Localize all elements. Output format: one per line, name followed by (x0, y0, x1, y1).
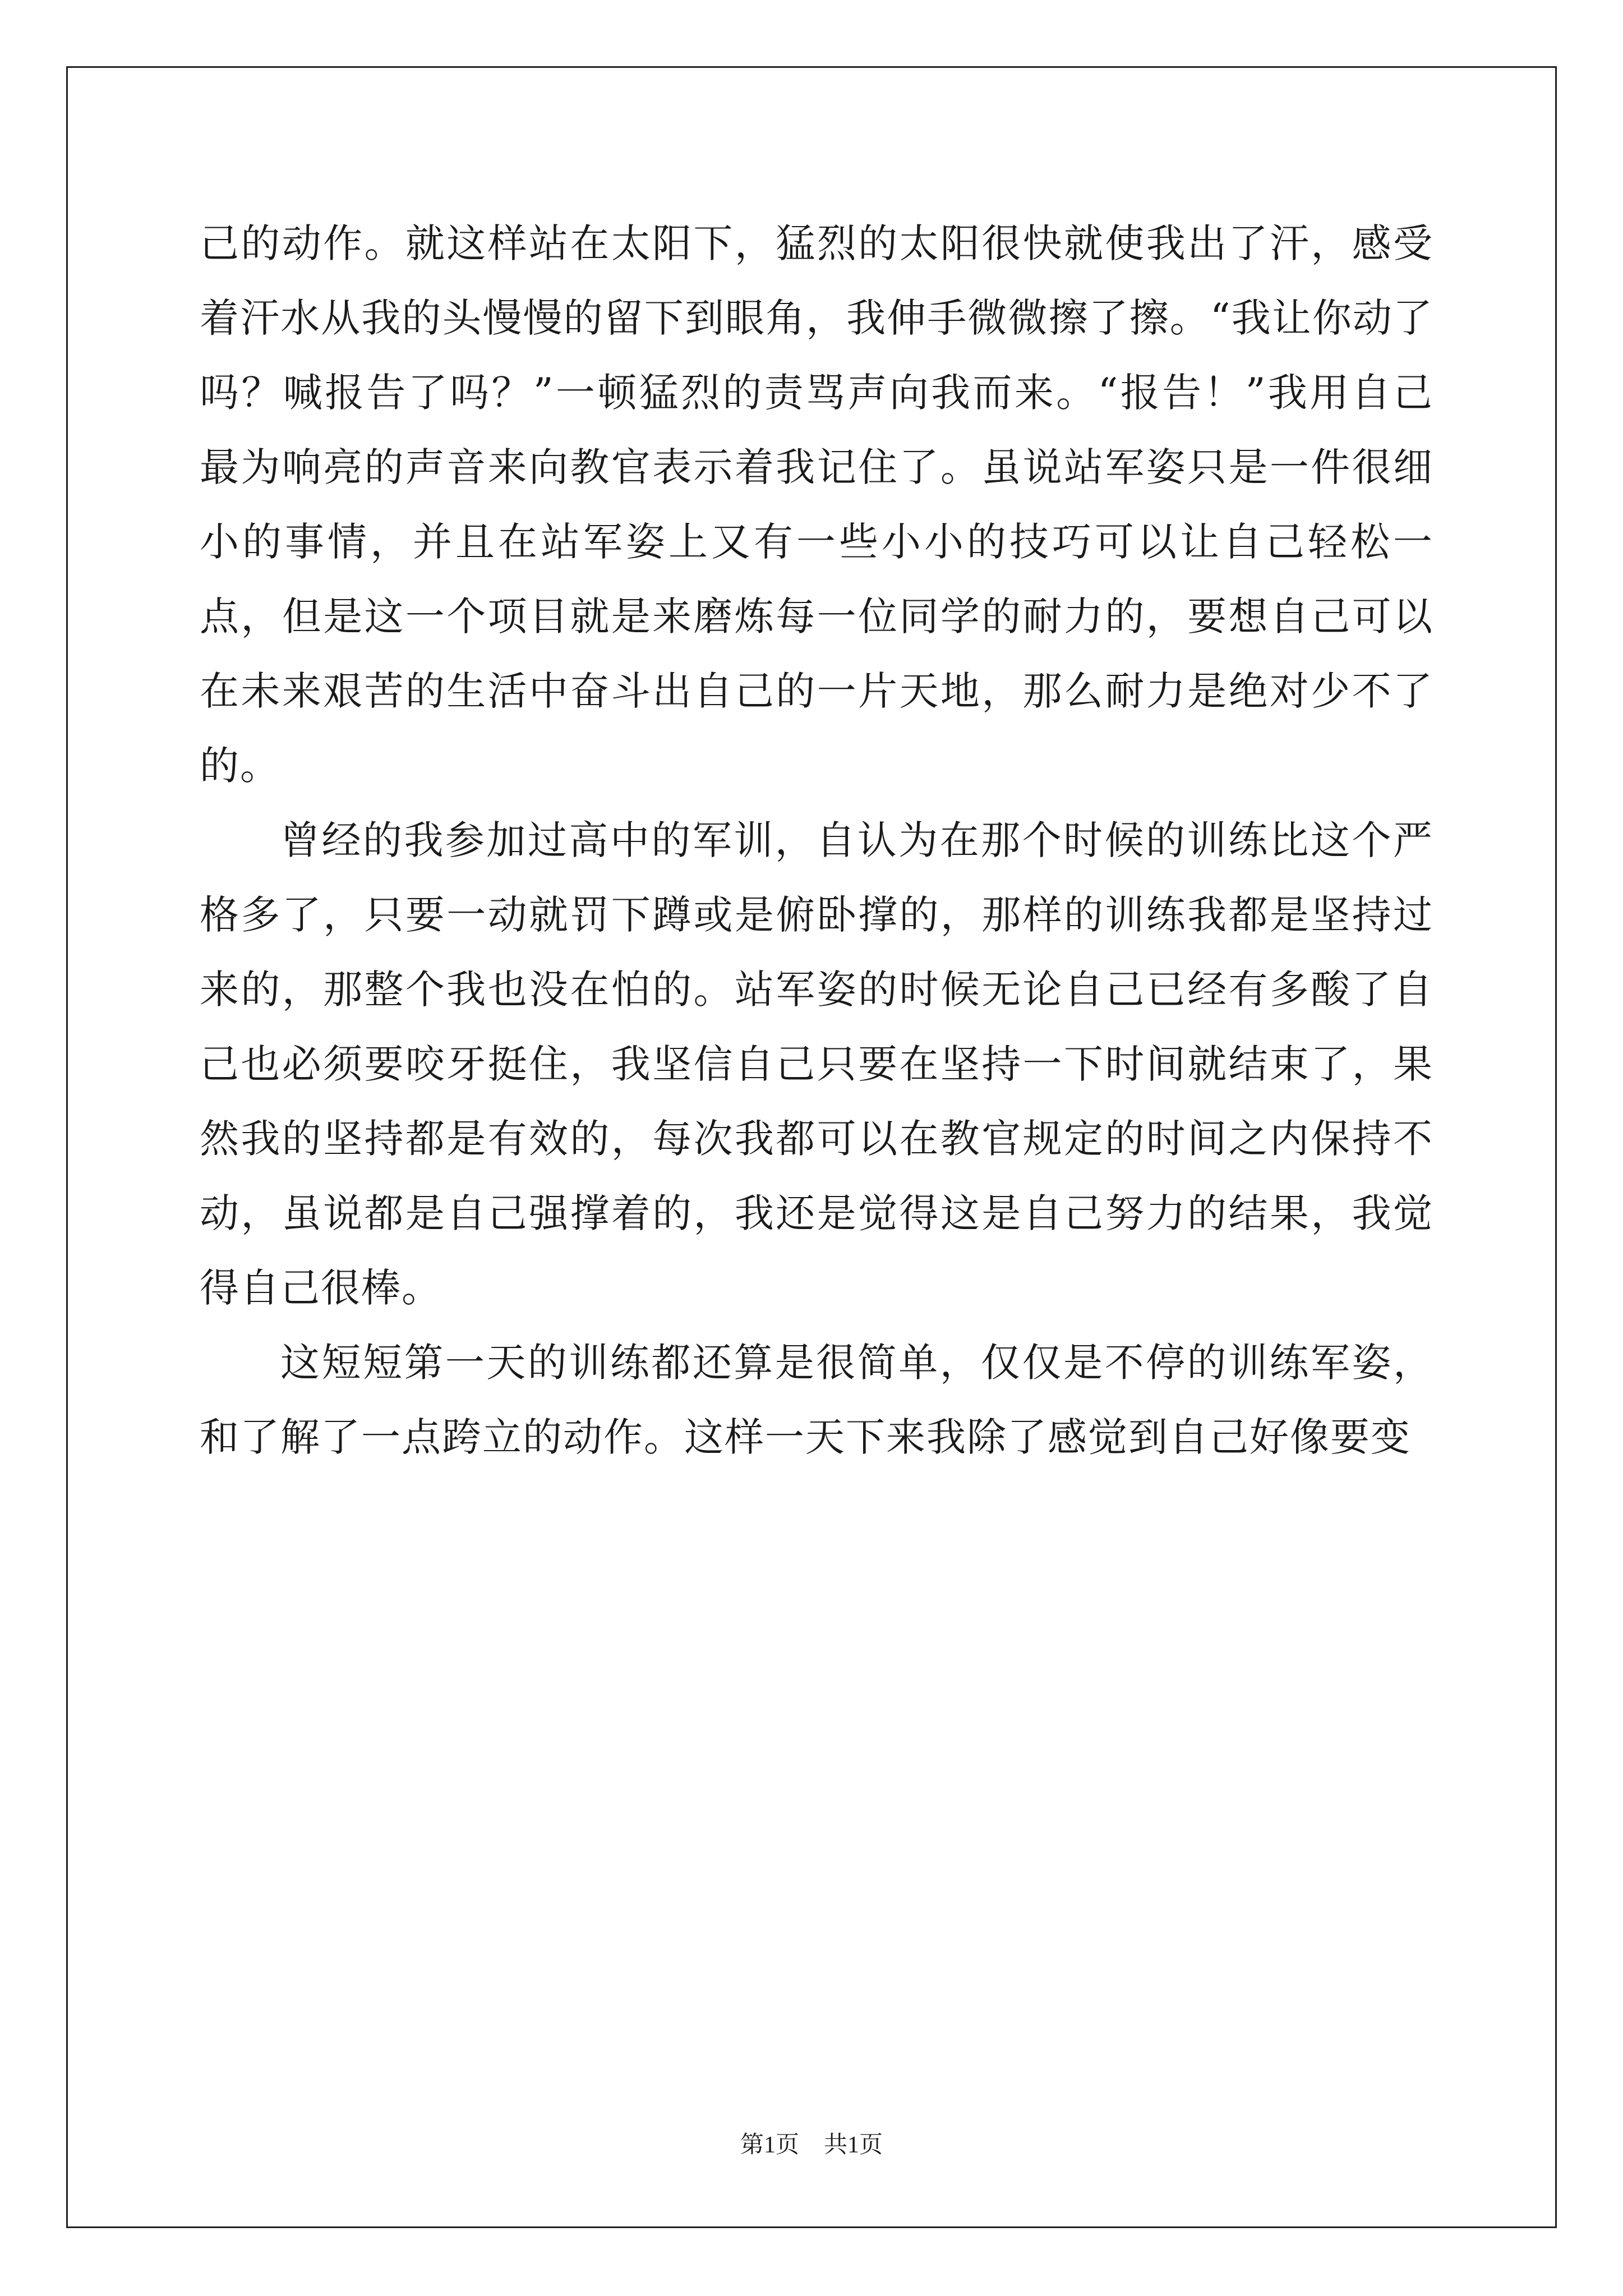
paragraph-1: 己的动作。就这样站在太阳下，猛烈的太阳很快就使我出了汗，感受着汗水从我的头慢慢的留下到眼角，我伸手微微擦了擦。“我让你动了吗？喊报告了吗？”一顿猛烈的责骂声向我而来。“报告！”我用自己最为响亮的声音来向教官表示着我记住了。虽说站军姿只是一件很细小的事情，并且在站军姿上又有一些小小的技巧可以让自己轻松一点，但是这一个项目就是来磨炼每一位同学的耐力的，要想自己可以在未来艰苦的生活中奋斗出自己的一片天地，那么耐力是绝对少不了的。 (200, 220, 1433, 789)
paragraph-2: 曾经的我参加过高中的军训，自认为在那个时候的训练比这个严格多了，只要一动就罚下蹲或是俯卧撑的，那样的训练我都是坚持过来的，那整个我也没在怕的。站军姿的时候无论自己已经有多酸了自己也必须要咬牙挺住，我坚信自己只要在坚持一下时间就结束了，果然我的坚持都是有效的，每次我都可以在教官规定的时间之内保持不动，虽说都是自己强撑着的，我还是觉得这是自己努力的结果，我觉得自己很棒。 (200, 817, 1433, 1311)
page-footer (0, 2126, 1623, 2160)
paragraph-3: 这短短第一天的训练都还算是很简单，仅仅是不停的训练军姿，和了解了一点跨立的动作。这样一天下来我除了感觉到自己好像要变 (200, 1340, 1433, 1460)
document-body (200, 206, 1433, 1475)
page-total: 共1页 (824, 2132, 883, 2158)
page-number: 第1页 (740, 2132, 799, 2158)
